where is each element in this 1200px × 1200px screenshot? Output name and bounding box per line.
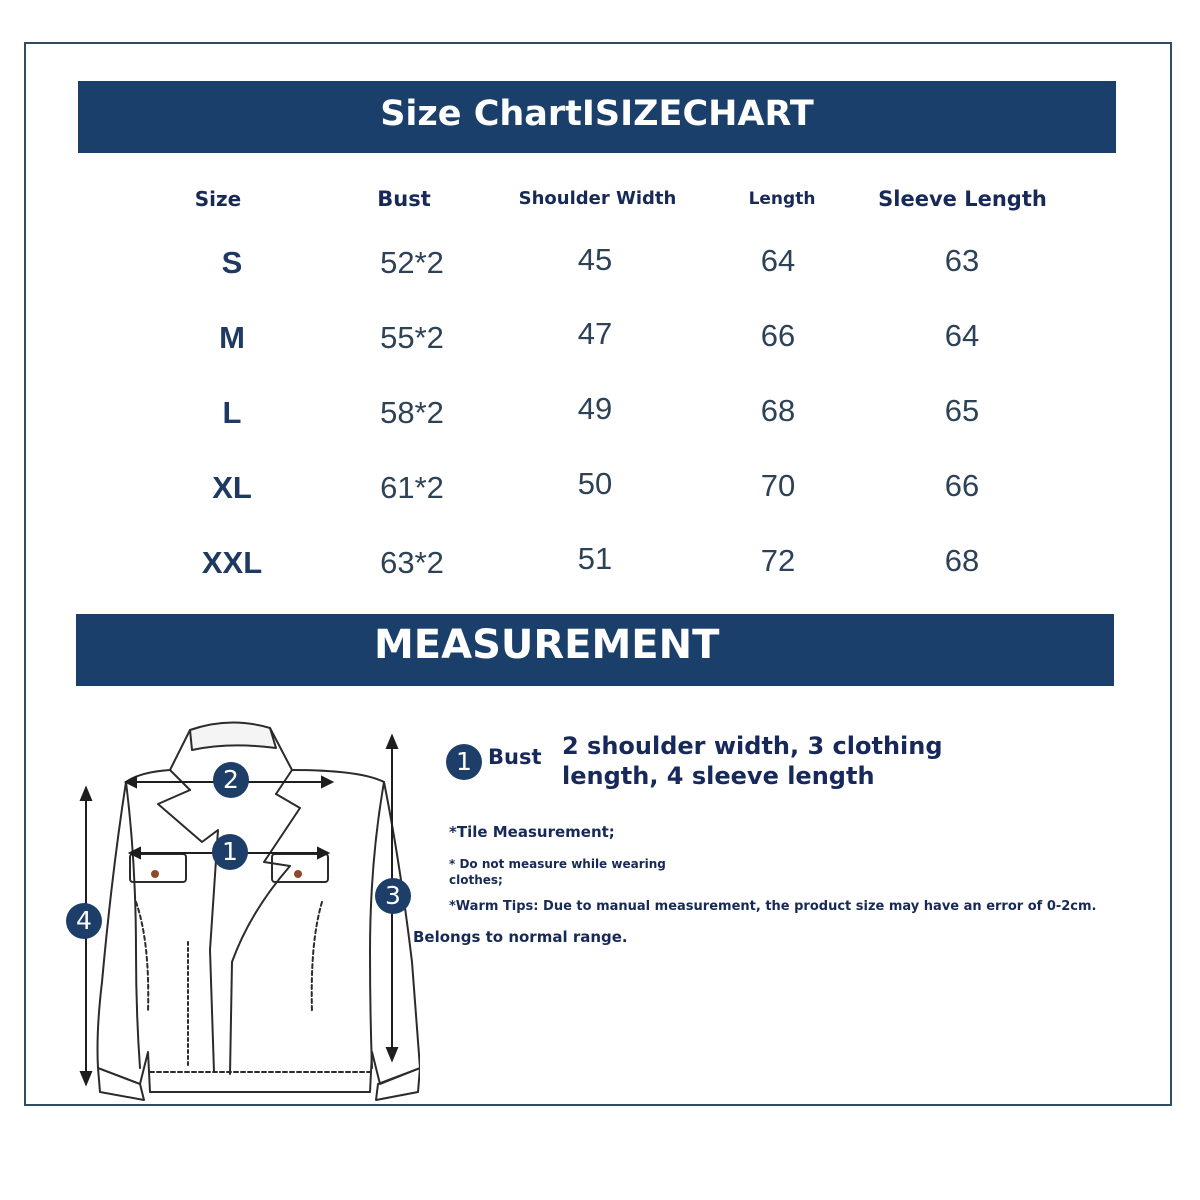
table-cell-length: 70 [760,468,796,503]
table-cell-length: 64 [760,243,796,278]
table-cell-shoulder: 50 [577,466,613,501]
table-cell-bust: 63*2 [380,545,444,580]
table-cell-shoulder: 49 [577,391,613,426]
measurement-title: MEASUREMENT [374,622,720,668]
table-cell-shoulder: 47 [577,316,613,351]
table-cell-bust: 55*2 [380,320,444,355]
table-cell-size: L [222,395,242,430]
note-no-wear-1: * Do not measure while wearing [449,857,666,871]
header-bust: Bust [377,187,431,211]
header-size: Size [194,187,242,211]
measurement-banner [76,614,1114,686]
legend-line-1: 2 shoulder width, 3 clothing [562,732,943,760]
legend-bust-marker-icon: 1 [446,744,482,780]
marker-4-icon: 4 [66,903,102,939]
table-cell-length: 68 [760,393,796,428]
note-tile: *Tile Measurement; [449,823,615,841]
table-cell-sleeve: 65 [944,393,980,428]
size-chart-banner [78,81,1116,153]
table-cell-bust: 52*2 [380,245,444,280]
table-cell-size: XXL [201,545,263,580]
size-chart-title: Size ChartISIZECHART [380,94,814,134]
legend-line-2: length, 4 sleeve length [562,762,875,790]
table-cell-length: 72 [760,543,796,578]
table-cell-length: 66 [760,318,796,353]
table-cell-bust: 58*2 [380,395,444,430]
table-cell-shoulder: 51 [577,541,613,576]
table-cell-sleeve: 64 [944,318,980,353]
marker-1-icon: 1 [212,834,248,870]
note-warm-tips: *Warm Tips: Due to manual measurement, the product size may have an error of 0-2cm. [449,899,1097,914]
table-cell-size: S [221,245,243,280]
header-length: Length [748,189,816,209]
legend-bust-label: Bust [488,745,542,769]
header-sleeve-length: Sleeve Length [878,187,1047,211]
note-no-wear-2: clothes; [449,873,503,887]
header-shoulder-width: Shoulder Width [518,188,677,209]
table-cell-size: M [219,320,245,355]
legend-text [562,731,982,791]
table-cell-shoulder: 45 [577,242,613,277]
table-cell-sleeve: 66 [944,468,980,503]
marker-2-icon: 2 [213,762,249,798]
table-cell-sleeve: 68 [944,543,980,578]
table-cell-sleeve: 63 [944,243,980,278]
note-normal-range: Belongs to normal range. [413,928,628,946]
marker-3-icon: 3 [375,878,411,914]
table-cell-bust: 61*2 [380,470,444,505]
table-cell-size: XL [212,470,252,505]
